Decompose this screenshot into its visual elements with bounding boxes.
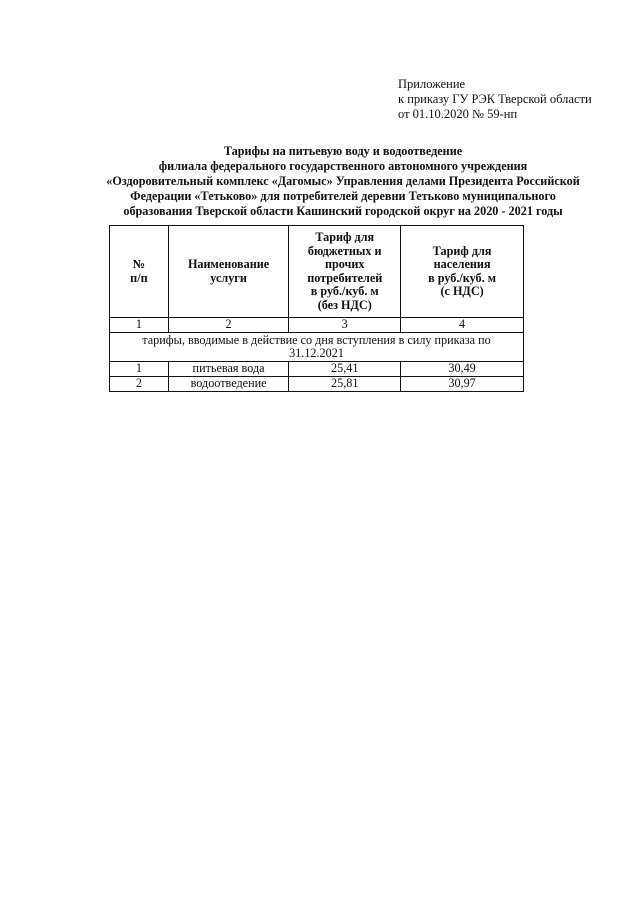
header-budget-line1: Тариф для (315, 230, 375, 244)
title-line: Федерации «Тетьково» для потребителей деревни Тетьково муниципального (130, 189, 556, 203)
header-population-line2: населения (433, 257, 491, 271)
appendix-block (398, 77, 592, 122)
period-row (110, 333, 524, 362)
column-number: 4 (401, 318, 524, 333)
row-population-tariff: 30,49 (401, 362, 524, 377)
document-title (100, 144, 586, 219)
appendix-label: Приложение (398, 77, 466, 91)
column-number: 3 (289, 318, 401, 333)
row-service: водоотведение (168, 377, 289, 392)
title-line: филиала федерального государственного автономного учреждения (158, 159, 528, 173)
title-line: Тарифы на питьевую воду и водоотведение (223, 144, 463, 158)
period-cell (110, 333, 524, 362)
header-budget-line2: бюджетных и (307, 243, 382, 258)
table-row (110, 362, 524, 377)
row-service: питьевая вода (168, 362, 289, 377)
table-header-row (110, 226, 524, 318)
row-number: 2 (110, 377, 169, 392)
header-population-line3: в руб./куб. м (428, 270, 497, 285)
header-population-tariff (401, 226, 524, 318)
table-row (110, 377, 524, 392)
row-number: 1 (110, 362, 169, 377)
column-number: 1 (110, 318, 169, 333)
header-service-line2: услуги (210, 270, 247, 285)
column-number: 2 (168, 318, 289, 333)
title-line: «Оздоровительный комплекс «Дагомыс» Управления делами Президента Российской (106, 174, 580, 188)
period-text: тарифы, вводимые в действие со дня вступления в силу приказа по (142, 332, 491, 347)
appendix-order-date: от 01.10.2020 № 59-нп (398, 107, 518, 121)
header-budget-tariff (289, 226, 401, 318)
row-budget-tariff: 25,81 (289, 377, 401, 392)
row-population-tariff: 30,97 (401, 377, 524, 392)
header-service-line1: Наименование (187, 257, 270, 271)
header-number-line1: № (132, 257, 146, 271)
row-budget-tariff: 25,41 (289, 362, 401, 377)
header-budget-line6: (без НДС) (317, 297, 372, 312)
period-date: 31.12.2021 (289, 346, 344, 360)
header-population-line1: Тариф для (432, 243, 492, 258)
header-budget-line5: в руб./куб. м (310, 284, 379, 298)
header-service-name (168, 226, 289, 318)
column-number-row (110, 318, 524, 333)
header-number (110, 226, 169, 318)
appendix-order-reference: к приказу ГУ РЭК Тверской области (398, 92, 592, 106)
title-line: образования Тверской области Кашинский городской округ на 2020 - 2021 годы (123, 204, 563, 218)
header-population-line4: (с НДС) (440, 284, 484, 298)
header-budget-line3: прочих (324, 257, 365, 271)
tariff-table (109, 225, 524, 392)
header-budget-line4: потребителей (307, 270, 383, 285)
header-number-line2: п/п (130, 270, 148, 285)
